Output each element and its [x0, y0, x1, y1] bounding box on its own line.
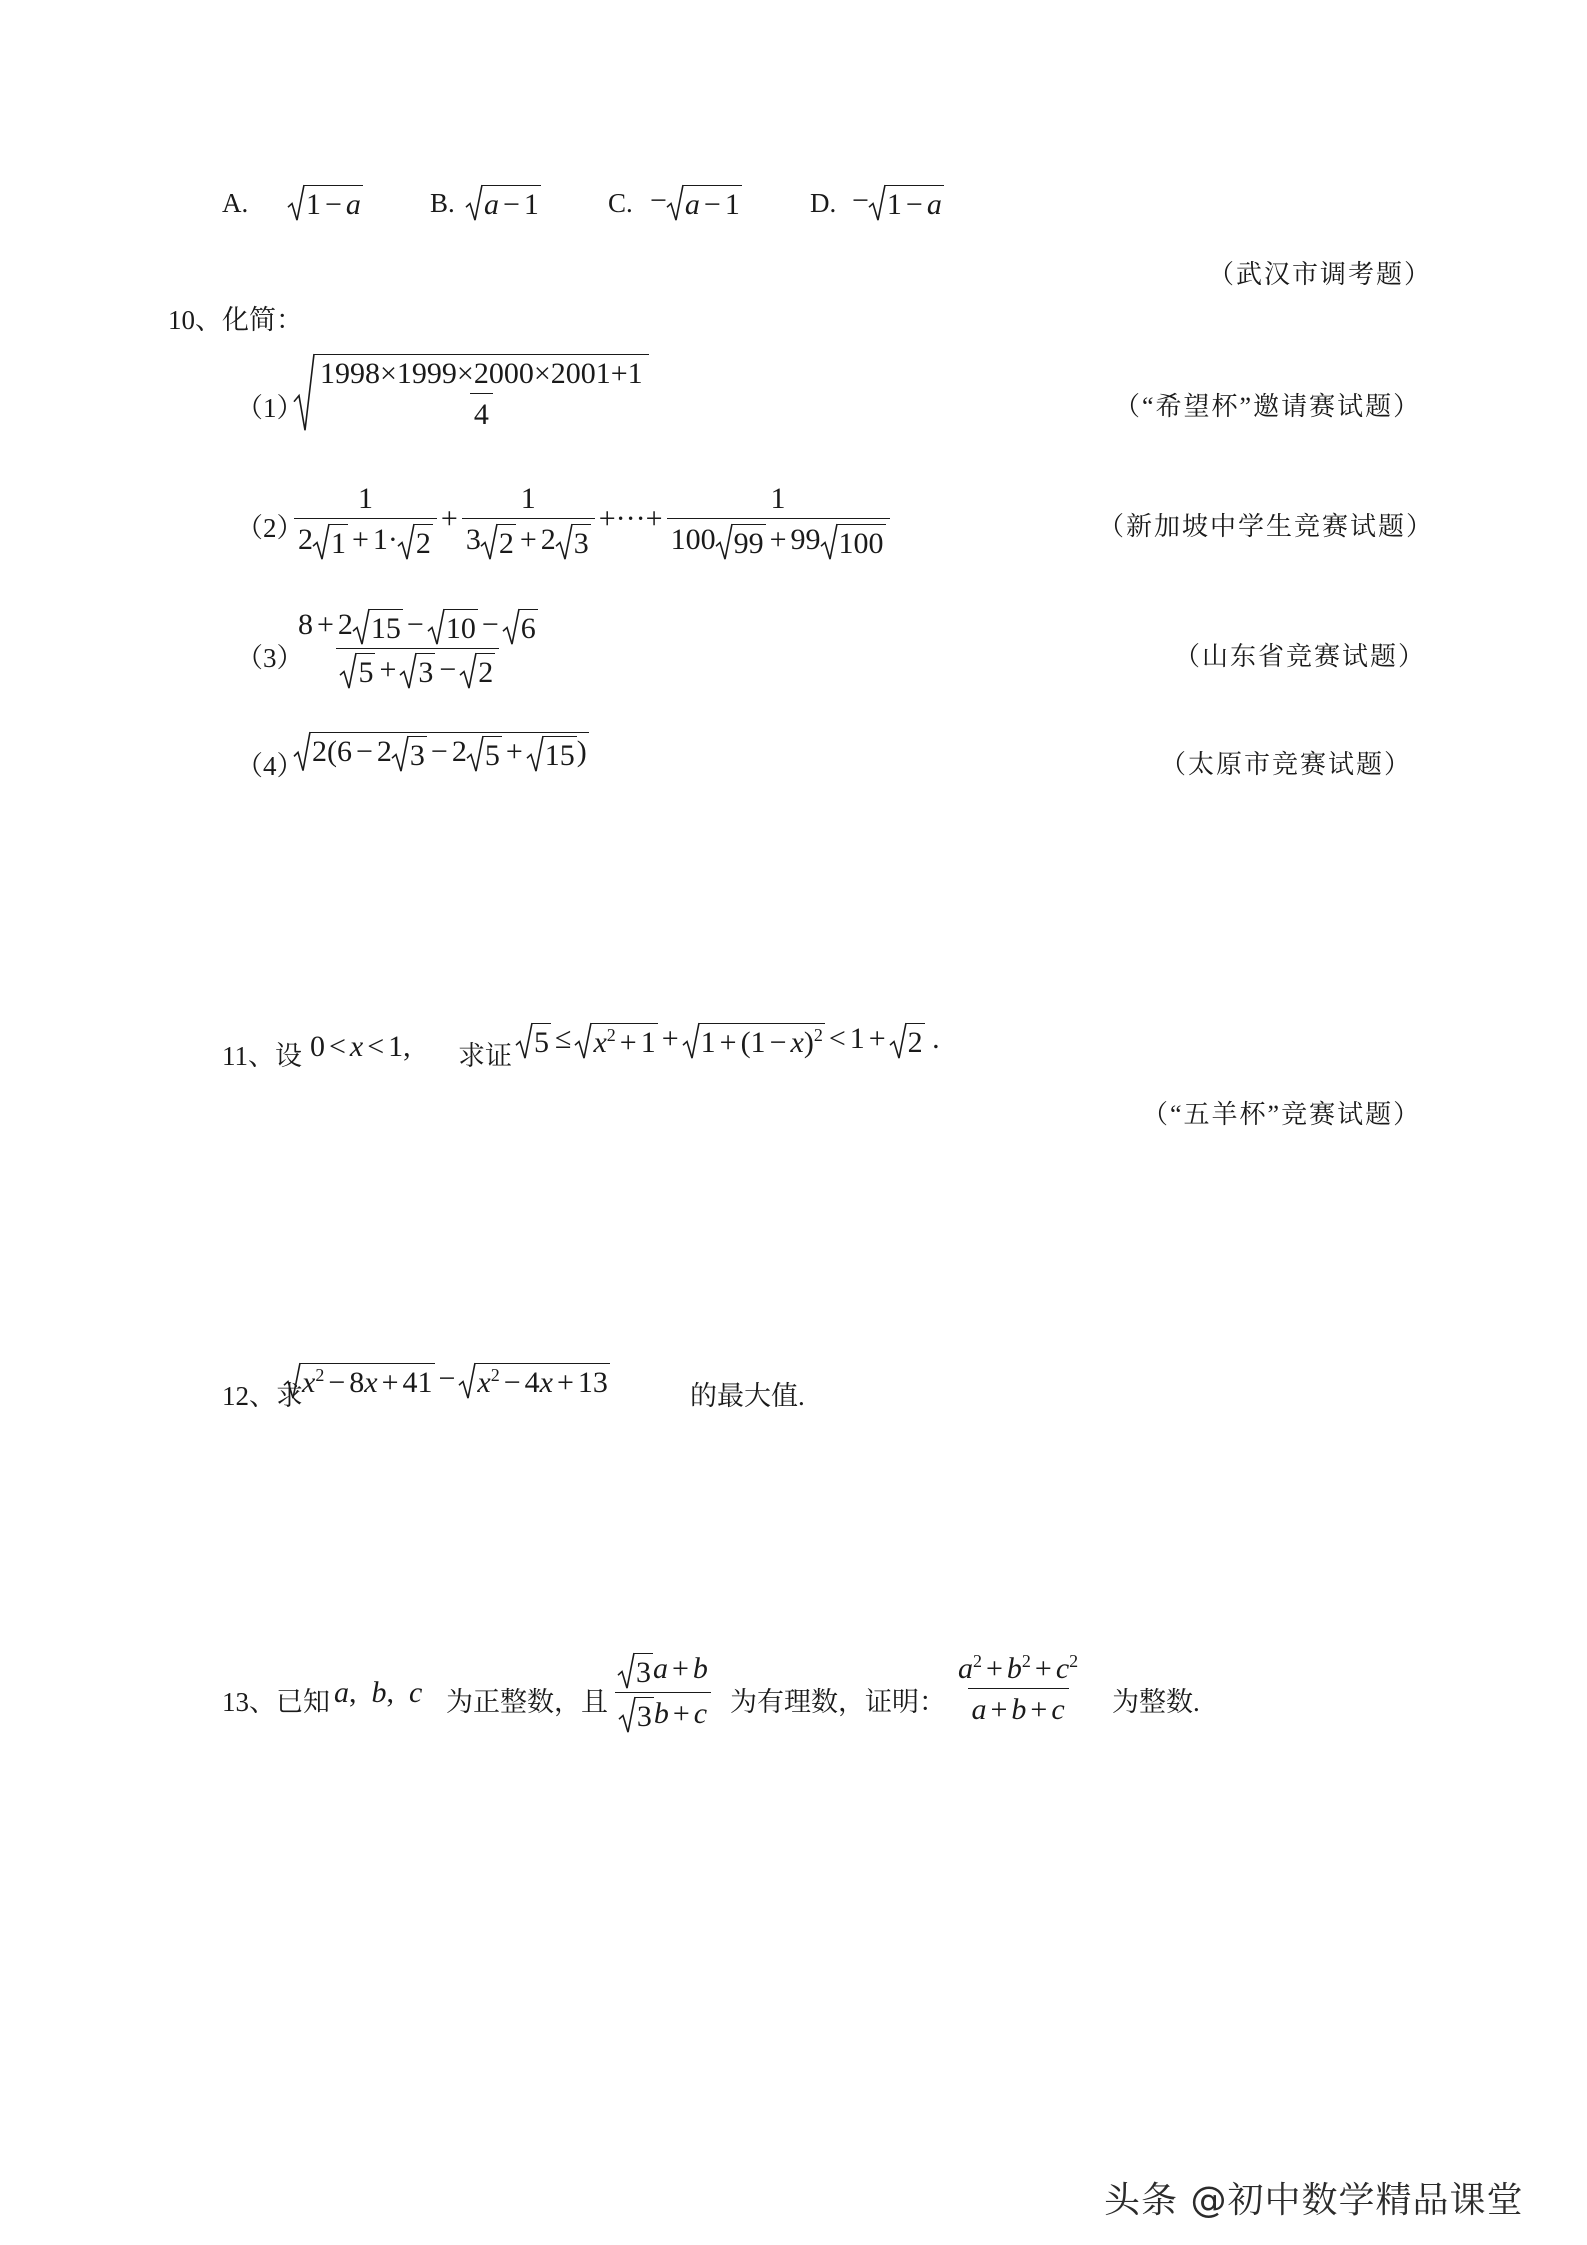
option-b-label: B. — [430, 188, 455, 218]
option-c-label: C. — [608, 188, 633, 218]
q11-source: （“五羊杯”竞赛试题） — [1142, 1100, 1422, 1129]
q12-prefix: 12、求 — [222, 1381, 303, 1411]
watermark: 头条 @初中数学精品课堂 — [1104, 2180, 1524, 2221]
q10-p4-source: （太原市竞赛试题） — [1160, 750, 1413, 779]
q10-p4-expr: 2(6 − 2 3 − 2 5 + 15 ) — [294, 732, 589, 773]
q13-variables: a, b, c — [334, 1676, 423, 1709]
option-d-expr: − 1 − a — [852, 184, 942, 221]
q11-condition: 0 < x < 1, — [310, 1030, 411, 1063]
p1-numerator: 1998×1999×2000×2001+1 — [320, 357, 643, 390]
q10-p2-expr: 1 2 1 + 1· 2 + 1 3 2 + 2 3 +···+ 1 100 99 + 99 100 — [294, 482, 890, 561]
q10-p3-label: （3） — [236, 643, 304, 673]
option-d-label: D. — [810, 188, 837, 218]
q9-options — [222, 188, 248, 219]
q13-fraction-1: 3 a + b 3 b + c — [614, 1652, 712, 1734]
q10-p3-expr: 8 + 2 15 − 10 − 6 5 + 3 − 2 — [298, 608, 536, 690]
q13-mid2: 为有理数，证明： — [730, 1687, 946, 1717]
q10-p2-source: （新加坡中学生竞赛试题） — [1098, 512, 1435, 541]
p1-denominator: 4 — [470, 393, 493, 432]
q13-suffix: 为整数. — [1112, 1687, 1200, 1717]
q10-p3-source: （山东省竞赛试题） — [1174, 642, 1427, 671]
q10-p2-label: （2） — [236, 513, 304, 543]
q10-p4-label: （4） — [236, 751, 304, 781]
option-c-expr: − a − 1 — [650, 184, 740, 221]
q10-title: 10、化简： — [168, 305, 303, 335]
q11-inequality: 5 ≤ $x^2 + 1$ + $1 + (1 - x)^2$ < 1 + 2 . — [516, 1022, 940, 1060]
q13-fraction-2: $\frac{a^2 + b^2 + c^2}{a + b + c}$ — [958, 1651, 1079, 1726]
q12-expression: $x^2 - 8x + 41$ − $x^2 - 4x + 13$ — [284, 1362, 610, 1400]
q13-prefix: 13、已知 — [222, 1687, 330, 1717]
option-a-label: A. — [222, 188, 249, 218]
q9-source: （武汉市调考题） — [1208, 260, 1433, 289]
q12-suffix: 的最大值. — [690, 1381, 805, 1411]
q10-p1-label: （1） — [236, 393, 304, 423]
q13-mid1: 为正整数，且 — [446, 1687, 608, 1717]
q10-p1-expr — [294, 354, 649, 432]
q11-prefix: 11、设 — [222, 1041, 302, 1071]
q11-mid: 求证 — [458, 1041, 512, 1071]
q10-p1-source: （“希望杯”邀请赛试题） — [1114, 392, 1422, 421]
option-b-expr: a − 1 — [466, 184, 541, 222]
option-a-expr: 1 − a — [288, 184, 363, 222]
